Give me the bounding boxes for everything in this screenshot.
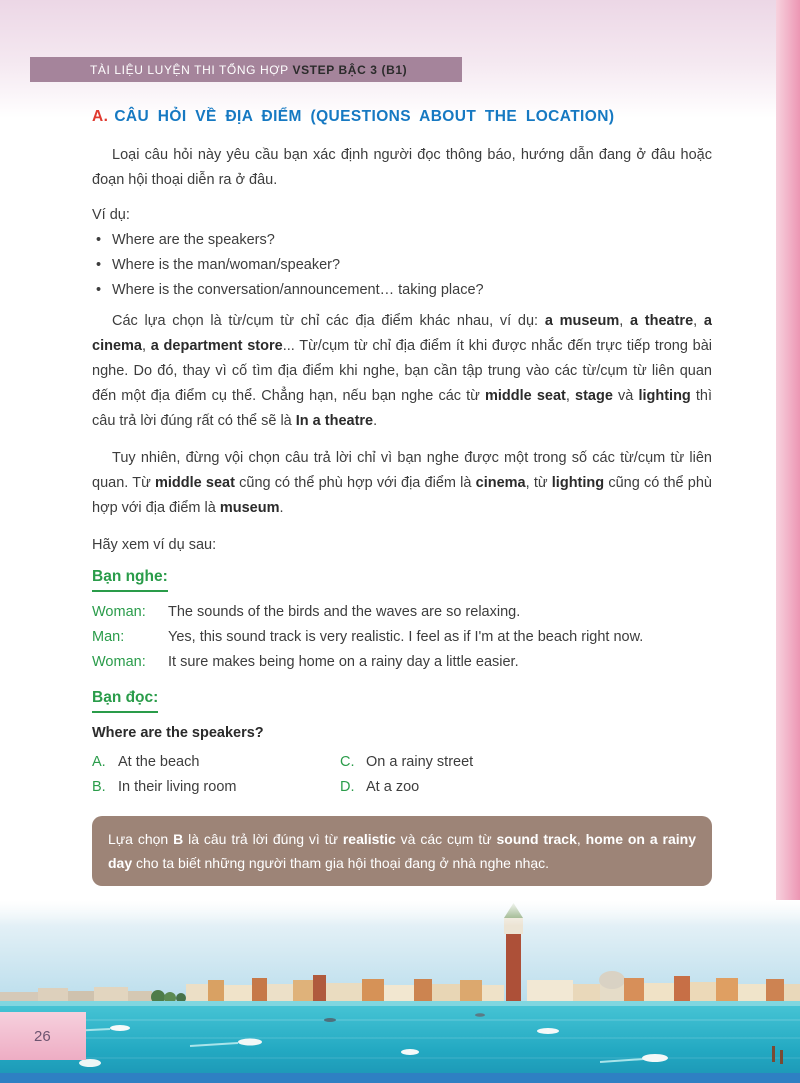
see-example-label: Hãy xem ví dụ sau: <box>92 537 217 553</box>
example-bullet-list <box>92 228 712 303</box>
section-letter: A. <box>92 108 109 125</box>
option-item-d <box>340 775 712 800</box>
answer-explanation-box: Lựa chọn B là câu trả lời đúng vì từ realistic và các cụm từ sound track, home on a rainy day cho ta biết những người tham gia hội thoại đang ở nhà nghe nhạc. <box>92 816 712 886</box>
option-text: At the beach <box>118 754 200 770</box>
intro-paragraph: Loại câu hỏi này yêu cầu bạn xác định người đọc thông báo, hướng dẫn đang ở đâu hoặc đoạn hội thoại diễn ra ở đâu. <box>92 147 712 188</box>
option-item-b <box>92 775 340 800</box>
dialogue-row <box>92 600 712 625</box>
option-letter: A. <box>92 754 106 770</box>
dialogue-row <box>92 650 712 675</box>
bullet-item: • Where are the speakers? <box>92 228 712 253</box>
option-item-c <box>340 750 712 775</box>
option-item-a <box>92 750 340 775</box>
dialogue-row <box>92 625 712 650</box>
option-letter: B. <box>92 779 106 795</box>
section-heading <box>92 104 712 129</box>
option-letter: C. <box>340 754 355 770</box>
page-number: 26 <box>34 1027 51 1045</box>
section-title: CÂU HỎI VỀ ĐỊA ĐIỂM (QUESTIONS ABOUT THE LOCATION) <box>114 108 615 125</box>
dialogue-text: The sounds of the birds and the waves are so relaxing. <box>168 604 521 620</box>
speaker-label: Man: <box>92 629 125 645</box>
bottom-bar <box>0 1073 800 1083</box>
bullet-item: • Where is the man/woman/speaker? <box>92 253 712 278</box>
photo-top-fade <box>0 900 800 926</box>
example-label: Ví dụ: <box>92 207 130 223</box>
venice-photo-illustration <box>0 900 800 1083</box>
page-number-block <box>0 1012 86 1060</box>
speaker-label: Woman: <box>92 604 146 620</box>
options-grid <box>92 750 712 800</box>
strategy-paragraph: Các lựa chọn là từ/cụm từ chỉ các địa điểm khác nhau, ví dụ: a museum, a theatre, a cinema, a department store... Từ/cụm từ chỉ địa điểm ít khi được nhắc đến trực tiếp trong bài nghe. Do đó, thay vì cố tìm địa điểm khi nghe, bạn cần tập trung vào các từ/cụm từ liên quan đến một địa điểm cụ thể. Chẳng hạn, nếu bạn nghe các từ middle seat, stage và lighting thì câu trả lời đúng rất có thể sẽ là In a theatre. <box>92 313 713 429</box>
option-letter: D. <box>340 779 355 795</box>
question-text: Where are the speakers? <box>92 725 264 741</box>
dialogue <box>92 600 712 675</box>
option-text: In their living room <box>118 779 237 795</box>
speaker-label: Woman: <box>92 654 146 670</box>
bullet-item: • Where is the conversation/announcement… taking place? <box>92 278 712 303</box>
read-section-title: Bạn đọc: <box>92 685 712 713</box>
dialogue-text: Yes, this sound track is very realistic. I feel as if I'm at the beach right now. <box>168 629 644 645</box>
dialogue-text: It sure makes being home on a rainy day a little easier. <box>168 654 519 670</box>
caution-paragraph: Tuy nhiên, đừng vội chọn câu trả lời chỉ vì bạn nghe được một trong số các từ/cụm từ liên quan. Từ middle seat cũng có thể phù hợp với địa điểm là cinema, từ lighting cũng có thể phù hợp với địa điểm là museum. <box>92 450 712 516</box>
running-header-text: TÀI LIỆU LUYỆN THI TỔNG HỢP VSTEP BẬC 3 (B1) <box>90 62 408 77</box>
venice-photo <box>0 900 800 1083</box>
option-text: At a zoo <box>366 779 420 795</box>
listen-section-title: Bạn nghe: <box>92 564 712 592</box>
option-text: On a rainy street <box>366 754 474 770</box>
